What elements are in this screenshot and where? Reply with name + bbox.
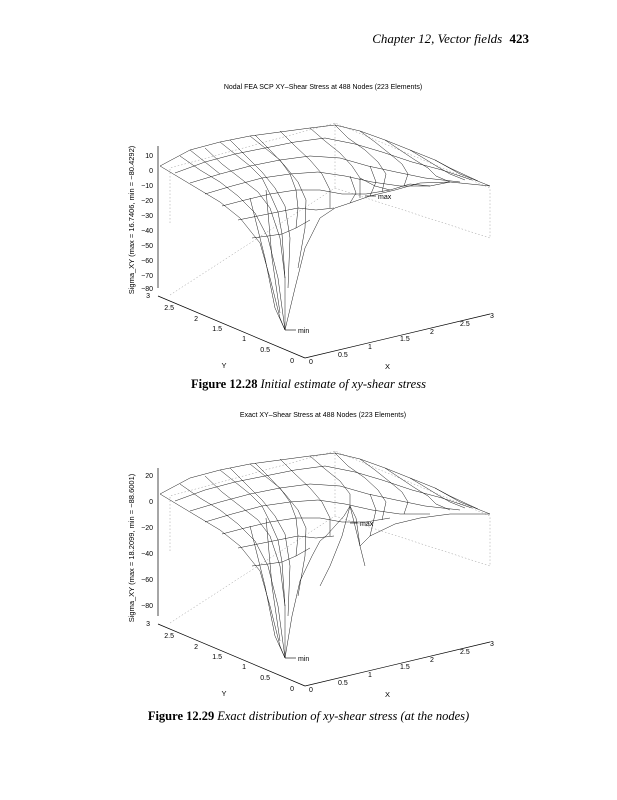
plot-title: Exact XY–Shear Stress at 488 Nodes (223 Elements) [239,412,407,419]
z-tick: −70 [141,273,153,280]
y-tick: 0.5 [260,675,270,682]
x-axis [309,313,494,371]
x-axis [309,641,494,699]
svg-text:max: max [360,521,374,528]
z-tick: −50 [141,243,153,250]
min-annotation [285,328,309,335]
z-tick: 0 [149,499,153,506]
y-tick: 2 [194,316,198,323]
z-tick: 20 [145,473,153,480]
bounding-box [170,451,490,623]
x-tick: 1 [368,344,372,351]
figure-caption-1: Figure 12.28 Initial estimate of xy-shear stress [191,377,426,391]
y-tick: 3 [146,293,150,300]
y-tick: 3 [146,621,150,628]
z-tick: −10 [141,183,153,190]
y-tick: 1 [242,664,246,671]
y-tick: 2.5 [164,633,174,640]
plot-title: Nodal FEA SCP XY–Shear Stress at 488 Nodes (223 Elements) [223,84,423,91]
z-tick: −20 [141,198,153,205]
svg-text:max: max [378,194,392,201]
y-axis [146,621,294,698]
x-tick: 2 [430,329,434,336]
x-tick: 0 [309,359,313,366]
max-annotation [365,194,392,201]
x-tick: 3 [490,313,494,320]
y-tick: 0 [290,358,294,365]
x-tick: 2.5 [460,649,470,656]
y-tick: 1 [242,336,246,343]
svg-text:min: min [298,328,310,335]
y-tick: 0.5 [260,347,270,354]
y-axis-label: Y [221,361,227,370]
x-axis-label: X [385,362,391,371]
y-tick: 1.5 [212,654,222,661]
surface-plot-1 [120,78,500,378]
z-tick: −30 [141,213,153,220]
page-number: 423 [509,31,529,46]
z-tick: −60 [141,577,153,584]
x-tick: 2 [430,657,434,664]
figure-1 [120,78,500,378]
x-tick: 0.5 [338,680,348,687]
y-tick: 1.5 [212,326,222,333]
figure-caption-2: Figure 12.29 Exact distribution of xy-shear stress (at the nodes) [147,709,470,723]
z-tick: 10 [145,153,153,160]
z-tick: 0 [149,168,153,175]
surface-plot-2 [120,406,500,706]
z-tick: −80 [141,286,153,293]
y-tick: 2 [194,644,198,651]
z-tick: −40 [141,551,153,558]
z-tick: −80 [141,603,153,610]
x-tick: 1.5 [400,336,410,343]
x-tick: 0.5 [338,352,348,359]
y-axis [146,293,294,370]
z-tick: −20 [141,525,153,532]
z-tick: −60 [141,258,153,265]
y-axis-label: Y [221,689,227,698]
bounding-box [170,123,490,295]
chapter-title: Chapter 12, Vector fields [372,31,503,46]
x-tick: 3 [490,641,494,648]
x-tick: 1.5 [400,664,410,671]
z-axis [127,473,153,622]
z-axis [127,145,153,294]
min-annotation [285,656,309,663]
x-tick: 0 [309,687,313,694]
running-head [372,31,529,47]
z-axis-label: Sigma_XY (max = 18.2099, min = −88.6001) [127,473,136,623]
figure-2 [120,406,500,706]
z-tick: −40 [141,228,153,235]
surface-mesh [160,453,490,658]
svg-text:min: min [298,656,310,663]
x-tick: 2.5 [460,321,470,328]
z-axis-label: Sigma_XY (max = 16.7406, min = −80.4292) [127,145,136,295]
y-tick: 0 [290,686,294,693]
x-axis-label: X [385,690,391,699]
surface-mesh [160,125,490,330]
x-tick: 1 [368,672,372,679]
y-tick: 2.5 [164,305,174,312]
